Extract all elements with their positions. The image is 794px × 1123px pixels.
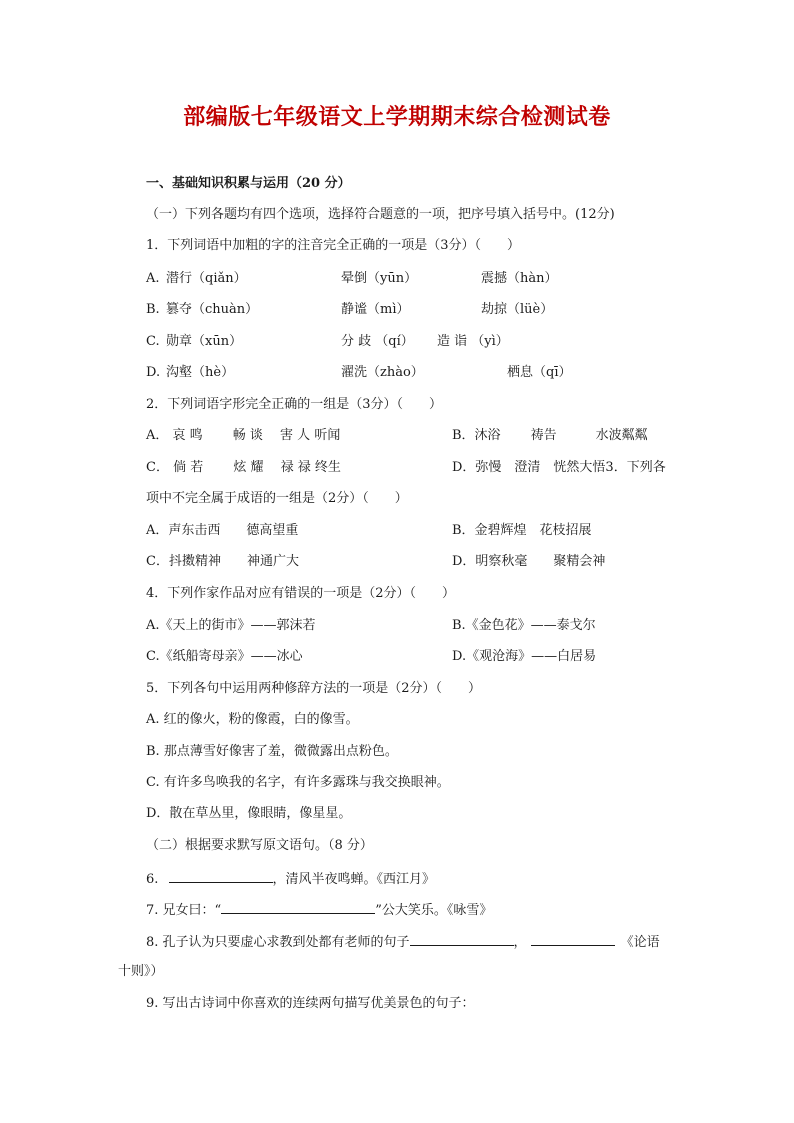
q1-option-c-3: 造 诣 （yì）	[437, 334, 509, 349]
section-heading: 一、基础知识积累与运用（20 分）	[146, 176, 351, 191]
q3-option-c: C．抖擞精神 神通广大	[146, 554, 299, 569]
page-title: 部编版七年级语文上学期期末综合检测试卷	[183, 104, 611, 130]
q1-option-a-label: A.	[146, 271, 160, 286]
q4-option-d: D.《观沧海》——白居易	[452, 649, 597, 664]
q7-line	[146, 901, 492, 919]
q4-option-a: A.《天上的街市》——郭沫若	[146, 618, 316, 633]
q4-option-c: C.《纸船寄母亲》——冰心	[146, 649, 303, 664]
q8-prefix: 8. 孔子认为只要虚心求教到处都有老师的句子	[146, 935, 410, 950]
q5-option-a: A. 红的像火，粉的像霞，白的像雪。	[146, 712, 359, 727]
q2-option-a: A． 哀 鸣 畅 谈 害 人 听闻	[146, 428, 341, 443]
q3-option-a: A．声东击西 德高望重	[146, 523, 299, 538]
q2-option-d: D．弥慢 澄清 恍然大悟3．下列各	[452, 460, 666, 475]
q2-stem: 2．下列词语字形完全正确的一组是（3分）（ ）	[146, 397, 443, 412]
q1-option-a-2: 晕倒（yūn）	[341, 271, 418, 286]
q6-text: ，清风半夜鸣蝉。《西江月》	[272, 872, 436, 887]
q5-option-c: C. 有许多鸟唤我的名字，有许多露珠与我交换眼神。	[146, 775, 450, 790]
q8-suffix: 《论语	[620, 935, 660, 950]
q2-option-b: B．沐浴 祷告 水波粼粼	[452, 428, 648, 443]
q8-middle: ，	[513, 935, 527, 950]
q6-number: 6.	[146, 872, 159, 887]
q7-suffix: ”公大笑乐。《咏雪》	[375, 903, 493, 918]
q1-option-c-label: C.	[146, 334, 160, 349]
q6-answer-blank[interactable]	[169, 870, 273, 883]
q1-option-b-1: 篡夺（chuàn）	[166, 302, 259, 317]
q8-answer-blank-1[interactable]	[410, 933, 514, 946]
q4-stem: 4．下列作家作品对应有错误的一项是（2分）（ ）	[146, 586, 456, 601]
q1-option-b-3: 劫掠（lüè）	[481, 302, 554, 317]
q1-option-c-2: 分 歧 （qí）	[341, 334, 414, 349]
q1-option-d-3: 栖息（qī）	[507, 365, 572, 380]
q6-line	[146, 870, 435, 888]
q1-option-b-2: 静谧（mì）	[341, 302, 410, 317]
q1-option-d-2: 濯洗（zhào）	[341, 365, 424, 380]
q8-line	[146, 933, 660, 951]
part1-heading: （一）下列各题均有四个选项，选择符合题意的一项，把序号填入括号中。(12分)	[146, 207, 615, 222]
q8-answer-blank-2[interactable]	[531, 933, 615, 946]
q5-option-d: D．散在草丛里，像眼睛，像星星。	[146, 806, 352, 821]
q3-option-d: D．明察秋毫 聚精会神	[452, 554, 606, 569]
q5-stem: 5．下列各句中运用两种修辞方法的一项是（2分）（ ）	[146, 681, 482, 696]
q7-prefix: 7. 兄女曰：“	[146, 903, 222, 918]
q1-option-c-1: 勋章（xūn）	[166, 334, 243, 349]
q4-option-b: B.《金色花》——泰戈尔	[452, 618, 596, 633]
q1-option-d-1: 沟壑（hè）	[166, 365, 235, 380]
q3-stem: 项中不完全属于成语的一组是（2分）（ ）	[146, 491, 408, 506]
q2-option-c: C． 倘 若 炫 耀 禄 禄 终生	[146, 460, 341, 475]
q1-option-a-1: 潜行（qiǎn）	[166, 271, 247, 286]
q3-option-b: B．金碧辉煌 花枝招展	[452, 523, 592, 538]
q1-stem: 1．下列词语中加粗的字的注音完全正确的一项是（3分）（ ）	[146, 238, 521, 253]
q5-option-b: B. 那点薄雪好像害了羞，微微露出点粉色。	[146, 744, 398, 759]
q8-cont: 十则》）	[118, 964, 164, 979]
q1-option-a-3: 震撼（hàn）	[481, 271, 558, 286]
part2-heading: （二）根据要求默写原文语句。（8 分）	[146, 838, 373, 853]
q7-answer-blank[interactable]	[221, 901, 375, 914]
q9-text: 9. 写出古诗词中你喜欢的连续两句描写优美景色的句子：	[146, 996, 475, 1011]
q1-option-b-label: B.	[146, 302, 160, 317]
q1-option-d-label: D.	[146, 365, 161, 380]
